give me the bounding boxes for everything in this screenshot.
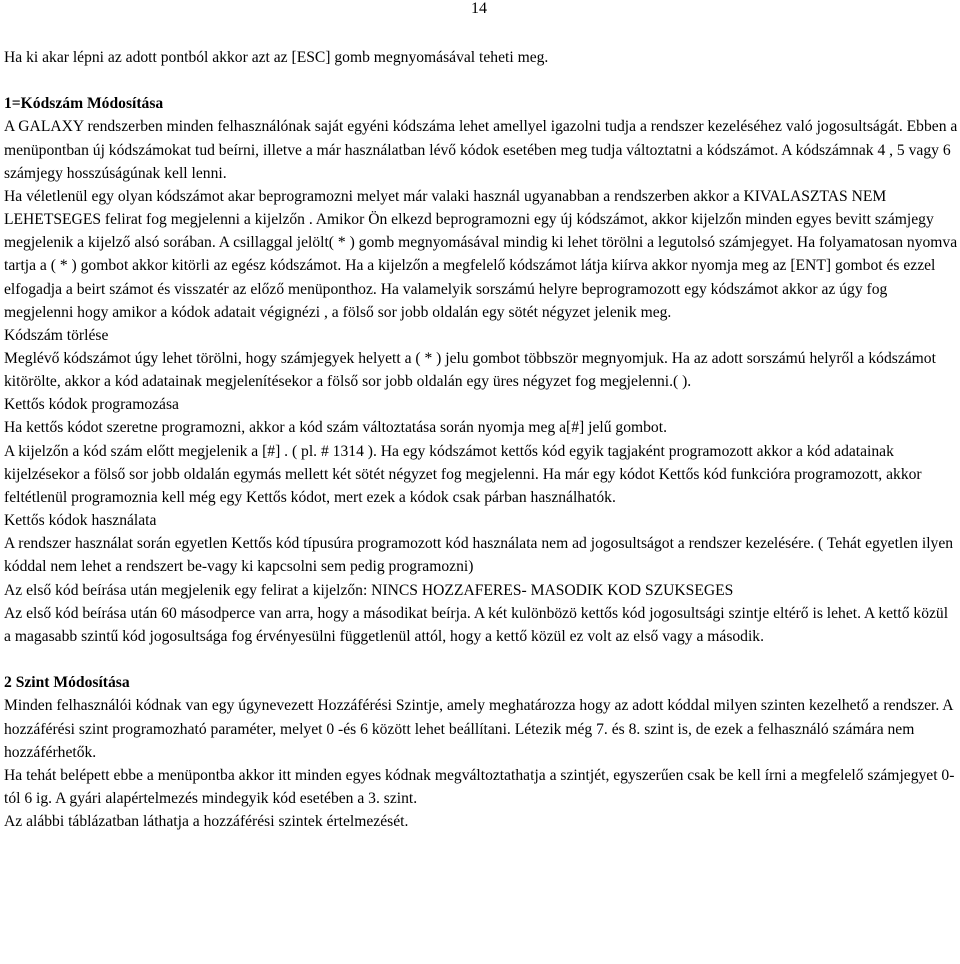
paragraph: Meglévő kódszámot úgy lehet törölni, hogy számjegyek helyett a ( * ) jelu gombot többször megnyomjuk. Ha az adott sorszámú helyről a kódszámot kitörölte, akkor a kód adatainak megjelenítésekor a fölső sor jobb oldalán egy üres négyzet fog megjelenni.( ). (4, 350, 936, 391)
section-heading: 1=Kódszám Módosítása (4, 95, 164, 113)
paragraph: Az első kód beírása után megjelenik egy felirat a kijelzőn: NINCS HOZZAFERES- MASODIK KOD SZUKSEGES (4, 581, 734, 599)
paragraph: Kódszám törlése (4, 326, 109, 344)
paragraph: Kettős kódok programozása (4, 396, 179, 414)
paragraph: Az első kód beírása után 60 másodperce van arra, hogy a másodikat beírja. A két kulönbözö kettős kód jogosultsági szintje eltérő is lehet. A kettő közül a magasabb szintű kód jogosultsága fog érvényesülni függetlenül attól, hogy a kettő közül ez volt az első vagy a második. (4, 604, 949, 645)
blank-line (4, 69, 958, 92)
document-body (4, 46, 958, 833)
section-heading: 2 Szint Módosítása (4, 674, 130, 692)
blank-line (4, 648, 958, 671)
paragraph: Kettős kódok használata (4, 512, 157, 530)
paragraph: Ha véletlenül egy olyan kódszámot akar beprogramozni melyet már valaki használ ugyanabban a rendszerben akkor a KIVALASZTAS NEM LEHETSEGES felirat fog megjelenni a kijelzőn . Amikor Ön elkezd beprogramozni egy új kódszámot, akkor kijelzőn minden egyes bevitt számjegy megjelenik a kijelző alsó sorában. A csillaggal jelölt( * ) gomb megnyomásával mindig ki lehet törölni a legutolsó számjegyet. Ha folyamatosan nyomva tartja a ( * ) gombot akkor kitörli az egész kódszámot. Ha a kijelzőn a megfelelő kódszámot látja kiírva akkor nyomja meg az [ENT] gombot és ezzel elfogadja a beirt számot és visszatér az előző menüponthoz. Ha valamelyik sorszámú helyre beprogramozott egy kódszámot akkor az úgy fog megjelenni hogy amikor a kódok adatait végignézi , a fölső sor jobb oldalán egy sötét négyzet jelenik meg. (4, 187, 958, 321)
paragraph: Ha tehát belépett ebbe a menüpontba akkor itt minden egyes kódnak megváltoztathatja a szintjét, egyszerűen csak be kell írni a megfelelő számjegyet 0-tól 6 ig. A gyári alapértelmezés mindegyik kód esetében a 3. szint. (4, 766, 955, 807)
paragraph: Ha ki akar lépni az adott pontból akkor azt az [ESC] gomb megnyomásával teheti meg. (4, 49, 549, 66)
paragraph: Az alábbi táblázatban láthatja a hozzáférési szintek értelmezését. (4, 813, 409, 831)
paragraph: A kijelzőn a kód szám előtt megjelenik a [#] . ( pl. # 1314 ). Ha egy kódszámot kettős kód egyik tagjaként programozott akkor a kód adatainak kijelzésekor a fölső sor jobb oldalán egymás mellett két sötét négyzet fog megjelenni. Ha már egy kódot Kettős kód funkcióra programozott, akkor feltétlenül programoznia kell még egy Kettős kódot, mert ezek a kódok csak párban használhatók. (4, 442, 922, 506)
page-number: 14 (471, 0, 487, 17)
paragraph: Minden felhasználói kódnak van egy úgynevezett Hozzáférési Szintje, amely meghatározza hogy az adott kóddal milyen szinten kezelhető a rendszer. A hozzáférési szint programozható paraméter, melyet 0 -és 6 között lehet beállítani. Létezik még 7. és 8. szint is, de ezek a felhasználó számára nem hozzáférhetők. (4, 697, 953, 761)
paragraph: A rendszer használat során egyetlen Kettős kód típusúra programozott kód használata nem ad jogosultságot a rendszer kezelésére. ( Tehát egyetlen ilyen kóddal nem lehet a rendszert be-vagy ki kapcsolni sem pedig programozni) (4, 535, 954, 576)
paragraph: Ha kettős kódot szeretne programozni, akkor a kód szám változtatása során nyomja meg a[#] jelű gombot. (4, 419, 667, 437)
paragraph: A GALAXY rendszerben minden felhasználónak saját egyéni kódszáma lehet amellyel igazolni tudja a rendszer kezeléséhez való jogosultságát. Ebben a menüpontban új kódszámokat tud beírni, illetve a már használatban lévő kódok esetében meg tudja változtatni a kódszámot. A kódszámnak 4 , 5 vagy 6 számjegy hosszúságúnak kell lenni. (4, 118, 958, 182)
